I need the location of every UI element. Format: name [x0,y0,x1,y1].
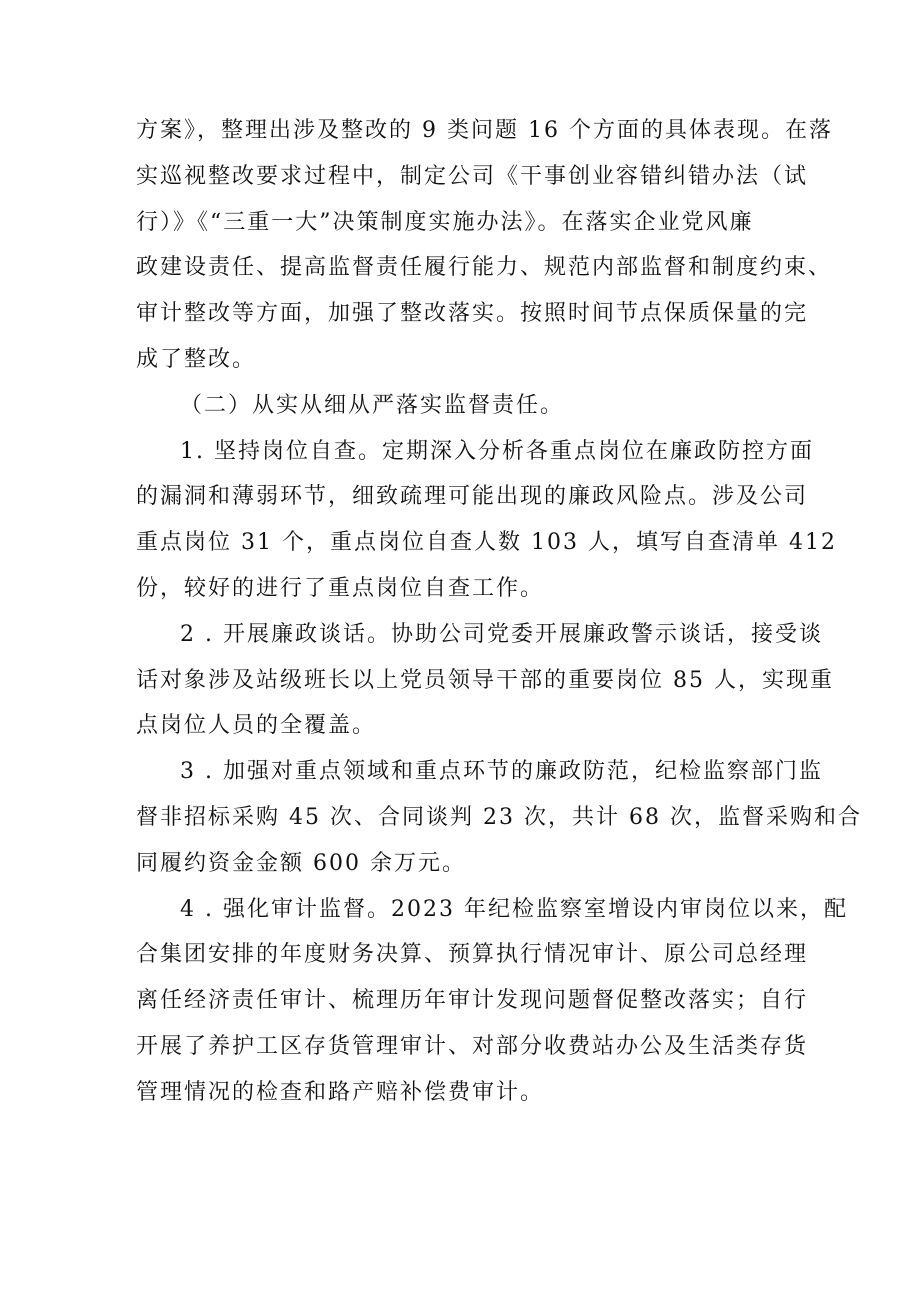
text-line: 督非招标采购 45 次、合同谈判 23 次，共计 68 次，监督采购和合 [136,804,862,830]
paragraph-item-4 [136,887,848,1116]
text-line: 2 . 开展廉政谈话。协助公司党委开展廉政警示谈话，接受谈 [180,621,823,647]
text-line: 行）》《“三重一大”决策制度实施办法》。在落实企业党风廉 [136,209,754,235]
text-line: 审计整改等方面，加强了整改落实。按照时间节点保质保量的完 [136,301,809,327]
text-line: 方案》，整理出涉及整改的 9 类问题 16 个方面的具体表现。在落 [136,118,833,143]
text-line: 4 . 强化审计监督。2023 年纪检监察室增设内审岗位以来，配 [180,896,848,922]
text-line: 政建设责任、提高监督责任履行能力、规范内部监督和制度约束、 [136,255,833,281]
document-body [136,108,862,1116]
paragraph-rectification-summary [136,108,833,383]
text-line: 重点岗位 31 个，重点岗位自查人数 103 人，填写自查清单 412 [136,530,837,556]
text-line: 的漏洞和薄弱环节，细致疏理可能出现的廉政风险点。涉及公司 [136,484,809,510]
section-heading-supervision [136,383,796,429]
paragraph-item-2 [136,612,834,749]
text-line: 实巡视整改要求过程中，制定公司《干事创业容错纠错办法（试 [136,163,809,189]
text-line: 离任经济责任审计、梳理历年审计发现问题督促整改落实；自行 [136,988,809,1014]
text-line: 同履约资金金额 600 余万元。 [136,850,466,876]
text-line: 点岗位人员的全覆盖。 [136,713,377,739]
paragraph-item-3 [136,749,862,886]
text-line: 开展了养护工区存货管理审计、对部分收费站办公及生活类存货 [136,1033,809,1059]
text-line: 话对象涉及站级班长以上党员领导干部的重要岗位 85 人，实现重 [136,667,834,693]
text-line: 成了整改。 [136,346,257,372]
section-heading: （二）从实从细从严落实监督责任。 [180,392,565,418]
paragraph-item-1 [136,429,837,612]
text-line: 合集团安排的年度财务决算、预算执行情况审计、原公司总经理 [136,942,809,968]
text-line: 1. 坚持岗位自查。定期深入分析各重点岗位在廉政防控方面 [180,438,814,464]
text-line: 管理情况的检查和路产赔补偿费审计。 [136,1079,545,1105]
text-line: 3 . 加强对重点领域和重点环节的廉政防范，纪检监察部门监 [180,759,823,785]
text-line: 份，较好的进行了重点岗位自查工作。 [136,575,545,601]
